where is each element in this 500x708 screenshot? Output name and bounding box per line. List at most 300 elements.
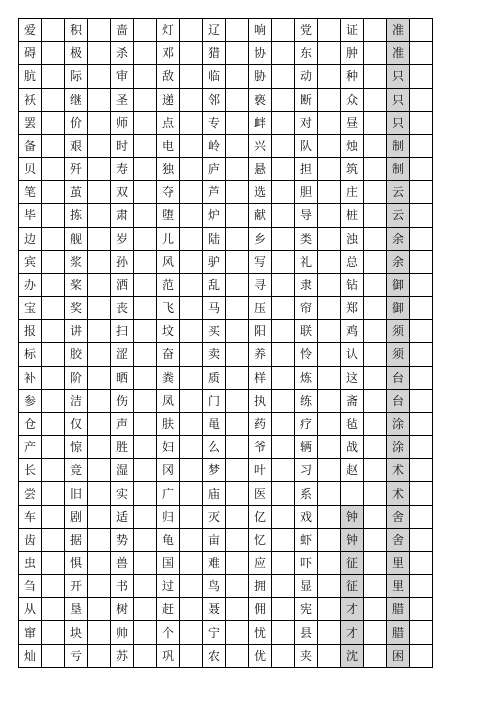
- grid-cell: [88, 389, 111, 412]
- grid-cell: 怜: [295, 343, 318, 366]
- grid-cell: [318, 436, 341, 459]
- grid-cell: [88, 551, 111, 574]
- grid-cell: 胜: [111, 436, 134, 459]
- grid-cell: [272, 88, 295, 111]
- grid-cell: [42, 459, 65, 482]
- grid-cell: 灯: [157, 19, 180, 42]
- grid-row: [19, 181, 433, 204]
- grid-cell: [180, 158, 203, 181]
- grid-cell: [134, 644, 157, 667]
- grid-row: [19, 19, 433, 42]
- grid-cell: 余: [387, 227, 410, 250]
- grid-cell: [364, 65, 387, 88]
- grid-cell: 质: [203, 366, 226, 389]
- grid-cell: [42, 134, 65, 157]
- grid-cell: 胁: [249, 65, 272, 88]
- grid-cell: [42, 528, 65, 551]
- grid-cell: [410, 389, 433, 412]
- grid-cell: [226, 551, 249, 574]
- grid-cell: [364, 412, 387, 435]
- grid-cell: [410, 19, 433, 42]
- grid-cell: 类: [295, 227, 318, 250]
- grid-cell: [88, 158, 111, 181]
- grid-cell: 党: [295, 19, 318, 42]
- grid-cell: 庙: [203, 482, 226, 505]
- grid-cell: [42, 343, 65, 366]
- grid-cell: 胶: [65, 343, 88, 366]
- grid-cell: [318, 134, 341, 157]
- grid-cell: [180, 19, 203, 42]
- grid-cell: [364, 644, 387, 667]
- grid-cell: [88, 297, 111, 320]
- grid-cell: [88, 343, 111, 366]
- grid-cell: 总: [341, 250, 364, 273]
- grid-cell: 阶: [65, 366, 88, 389]
- grid-cell: 点: [157, 111, 180, 134]
- grid-cell: [364, 459, 387, 482]
- grid-cell: [226, 459, 249, 482]
- grid-cell: 艰: [65, 134, 88, 157]
- grid-cell: [272, 389, 295, 412]
- grid-cell: 贝: [19, 158, 42, 181]
- grid-cell: [410, 436, 433, 459]
- grid-cell: [88, 575, 111, 598]
- grid-cell: [42, 227, 65, 250]
- grid-cell: 虫: [19, 551, 42, 574]
- grid-cell: 递: [157, 88, 180, 111]
- grid-cell: 势: [111, 528, 134, 551]
- grid-cell: 书: [111, 575, 134, 598]
- grid-cell: [364, 366, 387, 389]
- grid-cell: [42, 436, 65, 459]
- grid-cell: 帅: [111, 621, 134, 644]
- grid-cell: [272, 273, 295, 296]
- grid-cell: [88, 528, 111, 551]
- grid-cell: 亩: [203, 528, 226, 551]
- grid-cell: [88, 505, 111, 528]
- grid-row: [19, 436, 433, 459]
- grid-cell: 肤: [157, 412, 180, 435]
- grid-cell: 动: [295, 65, 318, 88]
- grid-cell: 灭: [203, 505, 226, 528]
- grid-row: [19, 227, 433, 250]
- grid-cell: 东: [295, 42, 318, 65]
- grid-cell: 农: [203, 644, 226, 667]
- grid-cell: [226, 297, 249, 320]
- grid-cell: [410, 42, 433, 65]
- grid-cell: 阳: [249, 320, 272, 343]
- grid-cell: 岭: [203, 134, 226, 157]
- grid-cell: 拥: [249, 575, 272, 598]
- grid-cell: 沈: [341, 644, 364, 667]
- grid-cell: 云: [387, 204, 410, 227]
- grid-cell: [134, 111, 157, 134]
- grid-cell: 协: [249, 42, 272, 65]
- grid-cell: 才: [341, 598, 364, 621]
- grid-cell: 系: [295, 482, 318, 505]
- grid-cell: 堕: [157, 204, 180, 227]
- grid-cell: 寻: [249, 273, 272, 296]
- grid-cell: [226, 436, 249, 459]
- grid-cell: 儿: [157, 227, 180, 250]
- grid-cell: [410, 297, 433, 320]
- grid-cell: [318, 459, 341, 482]
- grid-cell: 御: [387, 273, 410, 296]
- grid-cell: [42, 88, 65, 111]
- grid-cell: [318, 204, 341, 227]
- grid-cell: [226, 88, 249, 111]
- grid-cell: 审: [111, 65, 134, 88]
- grid-row: [19, 644, 433, 667]
- grid-cell: [88, 320, 111, 343]
- grid-cell: 伤: [111, 389, 134, 412]
- grid-cell: [272, 366, 295, 389]
- grid-cell: [226, 366, 249, 389]
- grid-cell: 忆: [249, 528, 272, 551]
- grid-cell: [42, 320, 65, 343]
- grid-cell: [180, 482, 203, 505]
- grid-cell: [180, 181, 203, 204]
- grid-cell: 乱: [203, 273, 226, 296]
- grid-cell: [180, 598, 203, 621]
- grid-cell: [134, 505, 157, 528]
- grid-cell: [410, 575, 433, 598]
- grid-cell: 药: [249, 412, 272, 435]
- grid-cell: [410, 320, 433, 343]
- grid-cell: [180, 575, 203, 598]
- grid-cell: [180, 273, 203, 296]
- grid-cell: [42, 551, 65, 574]
- grid-cell: 帘: [295, 297, 318, 320]
- grid-cell: [318, 575, 341, 598]
- grid-cell: 参: [19, 389, 42, 412]
- grid-cell: 里: [387, 575, 410, 598]
- grid-row: [19, 42, 433, 65]
- grid-cell: [272, 551, 295, 574]
- grid-cell: 鸟: [203, 575, 226, 598]
- grid-cell: [42, 644, 65, 667]
- grid-cell: 车: [19, 505, 42, 528]
- grid-cell: 丧: [111, 297, 134, 320]
- grid-cell: 养: [249, 343, 272, 366]
- grid-cell: [88, 598, 111, 621]
- grid-cell: 电: [157, 134, 180, 157]
- grid-cell: 术: [387, 459, 410, 482]
- grid-row: [19, 598, 433, 621]
- grid-cell: [88, 42, 111, 65]
- grid-cell: [364, 343, 387, 366]
- grid-cell: 毕: [19, 204, 42, 227]
- grid-cell: 夺: [157, 181, 180, 204]
- grid-cell: 产: [19, 436, 42, 459]
- grid-row: [19, 412, 433, 435]
- grid-cell: [318, 181, 341, 204]
- grid-cell: 垦: [65, 598, 88, 621]
- grid-cell: 拣: [65, 204, 88, 227]
- grid-cell: [134, 181, 157, 204]
- grid-cell: 种: [341, 65, 364, 88]
- grid-cell: 奖: [65, 297, 88, 320]
- grid-cell: [226, 482, 249, 505]
- grid-cell: [364, 19, 387, 42]
- grid-cell: [364, 111, 387, 134]
- grid-cell: 余: [387, 250, 410, 273]
- grid-cell: [42, 366, 65, 389]
- grid-cell: 时: [111, 134, 134, 157]
- grid-cell: 衅: [249, 111, 272, 134]
- grid-cell: [226, 204, 249, 227]
- grid-cell: 庐: [203, 158, 226, 181]
- grid-cell: 炉: [203, 204, 226, 227]
- grid-cell: 仅: [65, 412, 88, 435]
- grid-cell: [226, 528, 249, 551]
- grid-cell: [272, 158, 295, 181]
- grid-cell: 医: [249, 482, 272, 505]
- grid-cell: [180, 227, 203, 250]
- grid-cell: [134, 65, 157, 88]
- grid-cell: 声: [111, 412, 134, 435]
- grid-cell: [134, 42, 157, 65]
- grid-cell: 范: [157, 273, 180, 296]
- grid-cell: [226, 273, 249, 296]
- grid-cell: 优: [249, 644, 272, 667]
- grid-cell: 爷: [249, 436, 272, 459]
- grid-cell: [410, 598, 433, 621]
- grid-cell: 只: [387, 111, 410, 134]
- grid-row: [19, 366, 433, 389]
- grid-cell: 御: [387, 297, 410, 320]
- grid-cell: [318, 505, 341, 528]
- grid-cell: 买: [203, 320, 226, 343]
- grid-cell: 辽: [203, 19, 226, 42]
- grid-cell: [180, 551, 203, 574]
- grid-cell: 忧: [249, 621, 272, 644]
- grid-cell: 适: [111, 505, 134, 528]
- grid-cell: 飞: [157, 297, 180, 320]
- grid-row: [19, 134, 433, 157]
- grid-cell: 舰: [65, 227, 88, 250]
- grid-cell: 个: [157, 621, 180, 644]
- grid-cell: 胆: [295, 181, 318, 204]
- grid-cell: 继: [65, 88, 88, 111]
- grid-cell: [318, 88, 341, 111]
- grid-cell: 邓: [157, 42, 180, 65]
- grid-cell: 湿: [111, 459, 134, 482]
- grid-cell: [318, 158, 341, 181]
- grid-cell: 佣: [249, 598, 272, 621]
- grid-cell: 剧: [65, 505, 88, 528]
- grid-cell: [42, 42, 65, 65]
- grid-cell: [272, 250, 295, 273]
- grid-cell: [134, 366, 157, 389]
- grid-cell: [410, 250, 433, 273]
- grid-cell: [226, 19, 249, 42]
- grid-cell: [88, 482, 111, 505]
- grid-cell: 开: [65, 575, 88, 598]
- grid-cell: 戏: [295, 505, 318, 528]
- grid-cell: 敌: [157, 65, 180, 88]
- grid-cell: [226, 227, 249, 250]
- grid-cell: 岁: [111, 227, 134, 250]
- grid-cell: [226, 389, 249, 412]
- grid-cell: 腊: [387, 621, 410, 644]
- grid-cell: 舍: [387, 528, 410, 551]
- grid-cell: 斋: [341, 389, 364, 412]
- grid-cell: 凤: [157, 389, 180, 412]
- grid-cell: [134, 459, 157, 482]
- grid-cell: [134, 389, 157, 412]
- grid-cell: 烛: [341, 134, 364, 157]
- grid-cell: [226, 134, 249, 157]
- grid-cell: 夹: [295, 644, 318, 667]
- grid-cell: [364, 621, 387, 644]
- grid-cell: [42, 273, 65, 296]
- grid-cell: [364, 598, 387, 621]
- grid-cell: [88, 134, 111, 157]
- grid-cell: [42, 482, 65, 505]
- grid-cell: 尝: [19, 482, 42, 505]
- grid-cell: [180, 320, 203, 343]
- grid-cell: 须: [387, 343, 410, 366]
- grid-cell: [88, 621, 111, 644]
- grid-cell: [318, 528, 341, 551]
- grid-cell: 断: [295, 88, 318, 111]
- grid-cell: 寿: [111, 158, 134, 181]
- grid-cell: 郑: [341, 297, 364, 320]
- grid-cell: [134, 412, 157, 435]
- grid-cell: [42, 250, 65, 273]
- grid-cell: [180, 42, 203, 65]
- grid-cell: 证: [341, 19, 364, 42]
- grid-cell: 昼: [341, 111, 364, 134]
- grid-cell: 国: [157, 551, 180, 574]
- grid-cell: 兴: [249, 134, 272, 157]
- grid-cell: [318, 65, 341, 88]
- grid-cell: 师: [111, 111, 134, 134]
- grid-cell: [42, 621, 65, 644]
- grid-cell: 准: [387, 42, 410, 65]
- grid-cell: 肃: [111, 204, 134, 227]
- grid-cell: 从: [19, 598, 42, 621]
- grid-cell: [42, 204, 65, 227]
- grid-cell: 宁: [203, 621, 226, 644]
- grid-cell: [226, 505, 249, 528]
- grid-cell: 积: [65, 19, 88, 42]
- grid-cell: 肮: [19, 65, 42, 88]
- grid-cell: 讲: [65, 320, 88, 343]
- grid-cell: [180, 459, 203, 482]
- grid-cell: 坟: [157, 320, 180, 343]
- grid-cell: 征: [341, 575, 364, 598]
- grid-cell: [410, 551, 433, 574]
- grid-cell: 联: [295, 320, 318, 343]
- grid-cell: [318, 227, 341, 250]
- grid-cell: 钟: [341, 528, 364, 551]
- grid-cell: [88, 250, 111, 273]
- grid-row: [19, 389, 433, 412]
- grid-cell: [180, 621, 203, 644]
- grid-cell: 腊: [387, 598, 410, 621]
- grid-cell: 驴: [203, 250, 226, 273]
- grid-row: [19, 88, 433, 111]
- grid-cell: [410, 158, 433, 181]
- grid-cell: 这: [341, 366, 364, 389]
- grid-row: [19, 204, 433, 227]
- grid-cell: 舍: [387, 505, 410, 528]
- grid-cell: [364, 158, 387, 181]
- grid-cell: 长: [19, 459, 42, 482]
- grid-cell: 价: [65, 111, 88, 134]
- grid-cell: [272, 181, 295, 204]
- grid-cell: [318, 343, 341, 366]
- grid-cell: [272, 621, 295, 644]
- grid-cell: [318, 111, 341, 134]
- grid-cell: 边: [19, 227, 42, 250]
- grid-cell: 亿: [249, 505, 272, 528]
- grid-cell: [226, 320, 249, 343]
- grid-row: [19, 111, 433, 134]
- grid-cell: [272, 343, 295, 366]
- grid-cell: 叶: [249, 459, 272, 482]
- grid-cell: [180, 250, 203, 273]
- grid-cell: 炼: [295, 366, 318, 389]
- grid-cell: 征: [341, 551, 364, 574]
- grid-cell: 实: [111, 482, 134, 505]
- grid-cell: [272, 111, 295, 134]
- grid-cell: [180, 343, 203, 366]
- grid-cell: [341, 482, 364, 505]
- grid-cell: 众: [341, 88, 364, 111]
- grid-cell: [180, 436, 203, 459]
- grid-cell: [318, 273, 341, 296]
- grid-cell: 备: [19, 134, 42, 157]
- grid-row: [19, 343, 433, 366]
- grid-cell: [134, 19, 157, 42]
- grid-cell: [410, 134, 433, 157]
- grid-cell: [226, 181, 249, 204]
- grid-cell: 块: [65, 621, 88, 644]
- grid-cell: 龟: [157, 528, 180, 551]
- grid-cell: 赵: [341, 459, 364, 482]
- grid-cell: 浊: [341, 227, 364, 250]
- grid-cell: [134, 273, 157, 296]
- grid-cell: 只: [387, 88, 410, 111]
- grid-cell: 桩: [341, 204, 364, 227]
- grid-cell: 准: [387, 19, 410, 42]
- grid-cell: [272, 459, 295, 482]
- grid-row: [19, 621, 433, 644]
- grid-cell: 导: [295, 204, 318, 227]
- grid-cell: 么: [203, 436, 226, 459]
- grid-cell: 灿: [19, 644, 42, 667]
- grid-cell: [226, 598, 249, 621]
- grid-cell: 风: [157, 250, 180, 273]
- grid-cell: 门: [203, 389, 226, 412]
- grid-cell: 练: [295, 389, 318, 412]
- grid-cell: 办: [19, 273, 42, 296]
- grid-cell: [134, 551, 157, 574]
- grid-cell: 补: [19, 366, 42, 389]
- grid-cell: 圣: [111, 88, 134, 111]
- grid-cell: 吓: [295, 551, 318, 574]
- grid-cell: [180, 644, 203, 667]
- grid-cell: 专: [203, 111, 226, 134]
- grid-cell: [318, 19, 341, 42]
- grid-cell: [318, 389, 341, 412]
- grid-cell: 须: [387, 320, 410, 343]
- grid-cell: [134, 528, 157, 551]
- grid-cell: [134, 88, 157, 111]
